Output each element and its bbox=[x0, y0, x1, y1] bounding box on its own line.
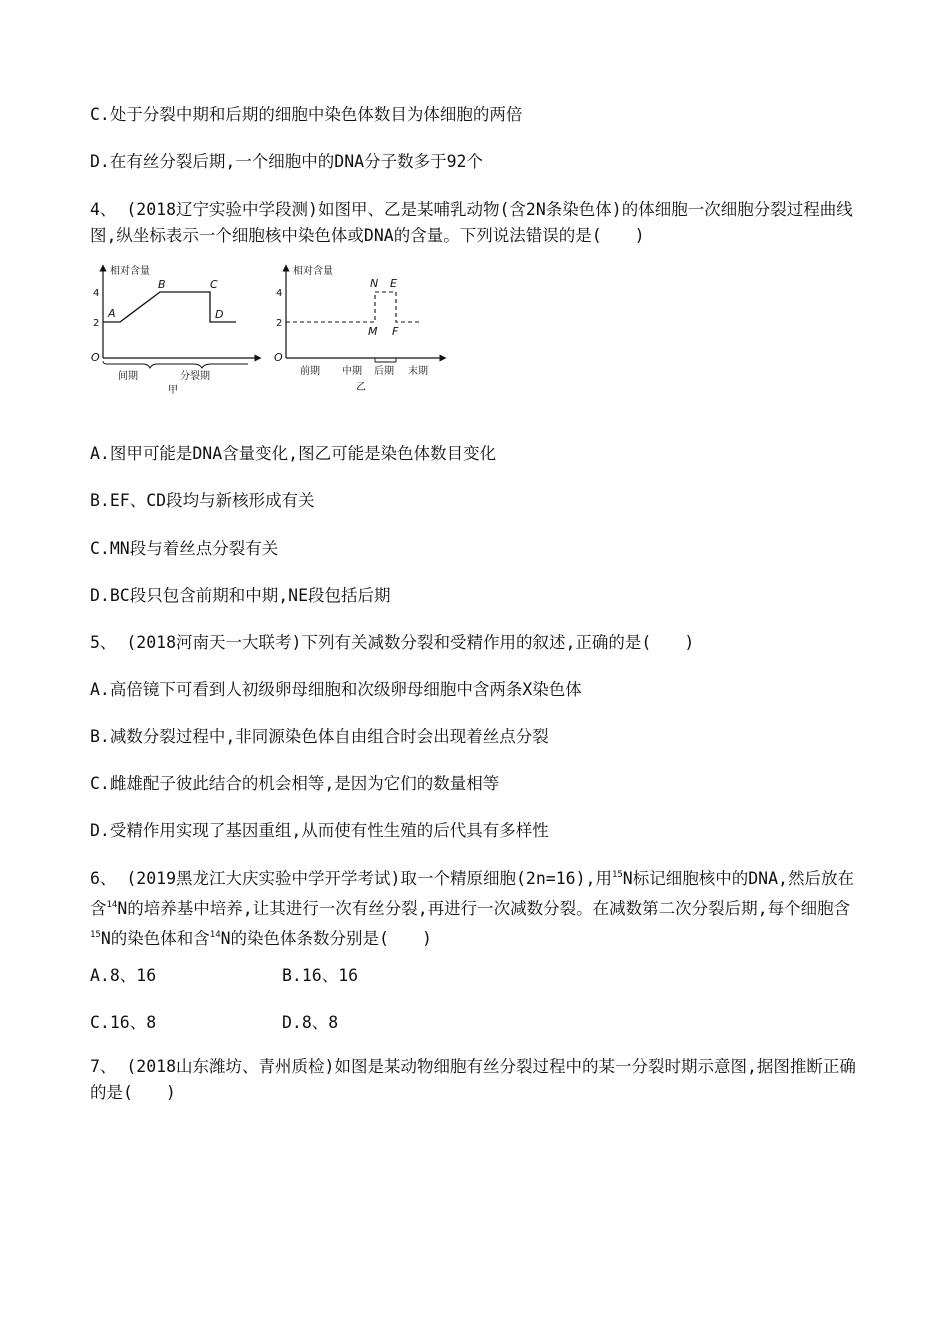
jia-origin: O bbox=[91, 351, 100, 364]
q4-stem: 4、 (2018辽宁实验中学段测)如图甲、乙是某哺乳动物(含2N条染色体)的体细胞一次细胞分裂过程曲线图,纵坐标表示一个细胞核中染色体或DNA的含量。下列说法错误的是( ) bbox=[90, 200, 853, 245]
q6-text-2: N标记细胞核中的DNA,然后放在含 bbox=[90, 869, 854, 918]
jia-caption: 甲 bbox=[168, 385, 178, 396]
q3-option-d: D.在有丝分裂后期,一个细胞中的DNA分子数多于92个 bbox=[90, 152, 483, 171]
jia-point-d: D bbox=[215, 308, 224, 321]
jia-point-c: C bbox=[210, 278, 218, 291]
graph-yi bbox=[274, 264, 443, 393]
q6-text-1: 6、 (2019黑龙江大庆实验中学开学考试)取一个精原细胞(2n=16),用 bbox=[90, 869, 612, 888]
q5-option-a: A.高倍镜下可看到人初级卵母细胞和次级卵母细胞中含两条X染色体 bbox=[90, 680, 582, 699]
q6-option-b: B.16、16 bbox=[282, 966, 359, 985]
q6-stem bbox=[90, 862, 870, 952]
q6-text-3: N的培养基中培养,让其进行一次有丝分裂,再进行一次减数分裂。在减数第二次分裂后期,每个细胞含 bbox=[117, 899, 851, 918]
yi-tick-4: 4 bbox=[276, 288, 283, 299]
q4-option-c: C.MN段与着丝点分裂有关 bbox=[90, 539, 279, 558]
q6-sup-3: 15 bbox=[90, 930, 101, 940]
q6-sup-2: 14 bbox=[106, 900, 118, 910]
jia-ylabel: 相对含量 bbox=[110, 266, 150, 277]
jia-seg-interphase: 间期 bbox=[118, 371, 138, 382]
q3-option-c: C.处于分裂中期和后期的细胞中染色体数目为体细胞的两倍 bbox=[90, 105, 523, 124]
jia-point-b: B bbox=[158, 278, 166, 291]
yi-caption: 乙 bbox=[356, 382, 366, 393]
yi-seg-metaphase: 中期 bbox=[342, 366, 362, 377]
jia-tick-2: 2 bbox=[93, 318, 100, 329]
jia-tick-4: 4 bbox=[93, 288, 100, 299]
q4-figure bbox=[88, 262, 448, 397]
yi-point-n: N bbox=[370, 277, 379, 290]
q4-option-a: A.图甲可能是DNA含量变化,图乙可能是染色体数目变化 bbox=[90, 444, 497, 463]
q5-option-c: C.雌雄配子彼此结合的机会相等,是因为它们的数量相等 bbox=[90, 774, 500, 793]
yi-origin: O bbox=[274, 351, 283, 364]
q5-option-d: D.受精作用实现了基因重组,从而使有性生殖的后代具有多样性 bbox=[90, 821, 549, 840]
q4-graphs bbox=[88, 262, 448, 397]
graph-jia bbox=[91, 264, 258, 396]
q7-stem: 7、 (2018山东潍坊、青州质检)如图是某动物细胞有丝分裂过程中的某一分裂时期示意图,据图推断正确的是( ) bbox=[90, 1057, 856, 1102]
q6-text-5: N的染色体条数分别是( ) bbox=[220, 929, 432, 948]
q6-option-c: C.16、8 bbox=[90, 1013, 157, 1032]
q6-option-d: D.8、8 bbox=[282, 1013, 339, 1032]
q6-sup-1: 15 bbox=[611, 870, 623, 880]
yi-tick-2: 2 bbox=[276, 318, 283, 329]
yi-curve bbox=[286, 292, 420, 322]
yi-seg-anaphase: 后期 bbox=[374, 366, 394, 377]
yi-seg-prophase: 前期 bbox=[300, 366, 320, 377]
q4-option-b: B.EF、CD段均与新核形成有关 bbox=[90, 491, 315, 510]
q5-stem: 5、 (2018河南天一大联考)下列有关减数分裂和受精作用的叙述,正确的是( ) bbox=[90, 633, 695, 652]
yi-point-f: F bbox=[392, 325, 399, 338]
q6-sup-4: 14 bbox=[209, 930, 221, 940]
q4-option-d: D.BC段只包含前期和中期,NE段包括后期 bbox=[90, 586, 391, 605]
jia-seg-division: 分裂期 bbox=[180, 371, 210, 382]
jia-point-a: A bbox=[108, 307, 116, 320]
yi-seg-telophase: 末期 bbox=[408, 366, 428, 377]
yi-point-e: E bbox=[390, 277, 397, 290]
q5-option-b: B.减数分裂过程中,非同源染色体自由组合时会出现着丝点分裂 bbox=[90, 727, 549, 746]
yi-point-m: M bbox=[368, 325, 378, 338]
q6-option-a: A.8、16 bbox=[90, 966, 157, 985]
q6-text-4: N的染色体和含 bbox=[100, 929, 210, 948]
yi-ylabel: 相对含量 bbox=[293, 266, 333, 277]
